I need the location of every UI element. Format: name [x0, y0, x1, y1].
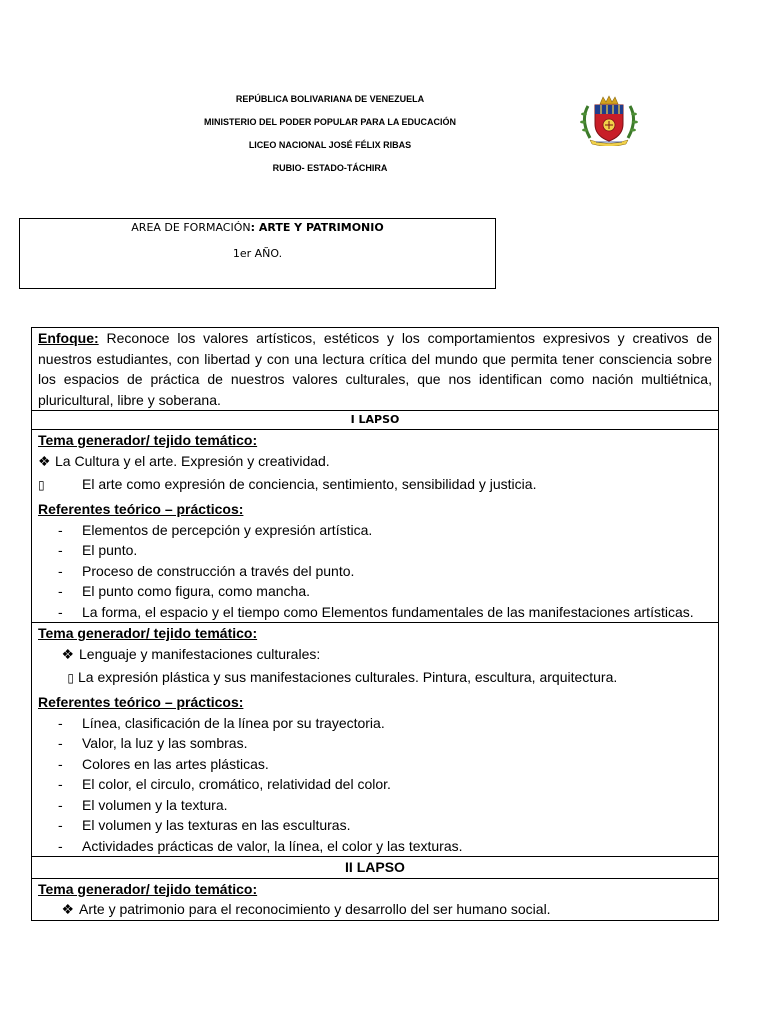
list-item — [38, 713, 712, 734]
list-item — [38, 602, 712, 623]
content-table — [31, 327, 719, 921]
area-colon: : — [250, 221, 259, 234]
list-item-text: El volumen y la textura. — [82, 796, 228, 813]
area-prefix: AREA DE FORMACIÓN — [131, 221, 251, 234]
list-item-text: Línea, clasificación de la línea por su trayectoria. — [82, 714, 385, 731]
area-box — [19, 218, 496, 289]
list-item — [38, 561, 712, 582]
area-line — [20, 221, 495, 234]
list-item-text: Elementos de percepción y expresión artística. — [82, 521, 373, 538]
referentes-list — [38, 520, 712, 623]
tema-item-text: La expresión plástica y sus manifestaciones culturales. Pintura, escultura, arquitectura. — [78, 669, 618, 685]
dash-bullet: - — [58, 837, 63, 854]
list-item-text: Colores en las artes plásticas. — [82, 755, 269, 772]
list-item-text: Valor, la luz y las sombras. — [82, 735, 248, 751]
tema-label: Tema generador/ tejido temático: — [38, 625, 258, 641]
dash-bullet: - — [58, 755, 63, 772]
list-item — [38, 774, 712, 795]
header-line-republic: REPÚBLICA BOLIVARIANA DE VENEZUELA — [235, 94, 425, 104]
tema-label: Tema generador/ tejido temático: — [38, 880, 258, 897]
lapso-2-block-1 — [32, 878, 719, 920]
list-item-text: El color, el circulo, cromático, relatividad del color. — [82, 776, 391, 792]
tema-item-text: La Cultura y el arte. Expresión y creatividad. — [55, 452, 330, 469]
header-line-ministry: MINISTERIO DEL PODER POPULAR PARA LA EDUCACIÓN — [203, 117, 456, 127]
dash-bullet: - — [58, 817, 63, 833]
dash-bullet: - — [58, 583, 63, 599]
dash-bullet: - — [58, 562, 63, 579]
tema-item — [38, 451, 712, 472]
lapso-1-row — [32, 411, 719, 430]
lapso-1-block-1-cell — [32, 430, 719, 623]
referentes-label: Referentes teórico – prácticos: — [38, 501, 244, 517]
list-item-text: Actividades prácticas de valor, la línea, el color y las texturas. — [82, 837, 463, 854]
list-item — [38, 815, 712, 836]
coat-of-arms-icon — [578, 94, 640, 146]
list-item — [38, 581, 712, 602]
square-bullet-icon: ▯ — [38, 478, 45, 492]
lapso-1-block-1 — [32, 430, 719, 623]
dash-bullet: - — [58, 735, 63, 751]
dash-bullet: - — [58, 542, 63, 558]
tema-item — [38, 664, 712, 692]
list-item-text: Proceso de construcción a través del punto. — [82, 562, 355, 579]
enfoque-text: Reconoce los valores artísticos, estéticos y los comportamientos expresivos y creativos de nuestros estudiantes, con libertad y con una lectura crítica del mundo que permita tener consciencia sobre los espacios de práctica de nuestros valores culturales, que nos identifican como nación multiétnica, pluricultural, libre y soberana. — [38, 330, 712, 408]
tema-label: Tema generador/ tejido temático: — [38, 432, 258, 448]
list-item — [38, 795, 712, 816]
dash-bullet: - — [58, 521, 63, 538]
tema-item-text: El arte como expresión de conciencia, sentimiento, sensibilidad y justicia. — [82, 476, 537, 492]
list-item — [38, 754, 712, 775]
tema-item — [38, 644, 712, 665]
enfoque-row — [32, 328, 719, 411]
diamond-bullet-icon: ❖ — [38, 452, 51, 469]
list-item-text: La forma, el espacio y el tiempo como Elementos fundamentales de las manifestaciones artísticas. — [82, 603, 694, 620]
enfoque-label: Enfoque: — [38, 330, 99, 346]
diamond-bullet-icon: ❖ — [61, 645, 74, 662]
referentes-list — [38, 713, 712, 857]
lapso-1-block-2-cell — [32, 623, 719, 857]
header-line-location: RUBIO- ESTADO-TÁCHIRA — [272, 163, 388, 173]
list-item — [38, 520, 712, 541]
area-name: ARTE Y PATRIMONIO — [258, 221, 384, 234]
dash-bullet: - — [58, 714, 63, 731]
list-item-text: El punto. — [82, 542, 138, 558]
year-label: 1er AÑO. — [232, 247, 283, 260]
lapso-2-row — [32, 857, 719, 879]
list-item-text: El punto como figura, como mancha. — [82, 583, 311, 599]
dash-bullet: - — [58, 776, 63, 792]
enfoque-cell — [32, 328, 719, 411]
tema-item-text: Arte y patrimonio para el reconocimiento y desarrollo del ser humano social. — [79, 901, 551, 917]
square-bullet-icon: ▯ — [67, 671, 74, 685]
dash-bullet: - — [58, 603, 63, 620]
referentes-label: Referentes teórico – prácticos: — [38, 694, 244, 710]
lapso-1-title: I LAPSO — [32, 411, 719, 430]
dash-bullet: - — [58, 796, 63, 813]
lapso-2-block-1-cell — [32, 878, 719, 920]
lapso-2-title: II LAPSO — [32, 857, 719, 879]
list-item — [38, 733, 712, 754]
lapso-1-block-2 — [32, 623, 719, 857]
tema-item — [38, 471, 712, 499]
tema-item-text: Lenguaje y manifestaciones culturales: — [79, 645, 321, 662]
header-line-school: LICEO NACIONAL JOSÉ FÉLIX RIBAS — [248, 140, 412, 150]
list-item-text: El volumen y las texturas en las esculturas. — [82, 817, 351, 833]
list-item — [38, 540, 712, 561]
tema-item — [38, 899, 712, 920]
diamond-bullet-icon: ❖ — [61, 901, 74, 917]
list-item — [38, 836, 712, 857]
